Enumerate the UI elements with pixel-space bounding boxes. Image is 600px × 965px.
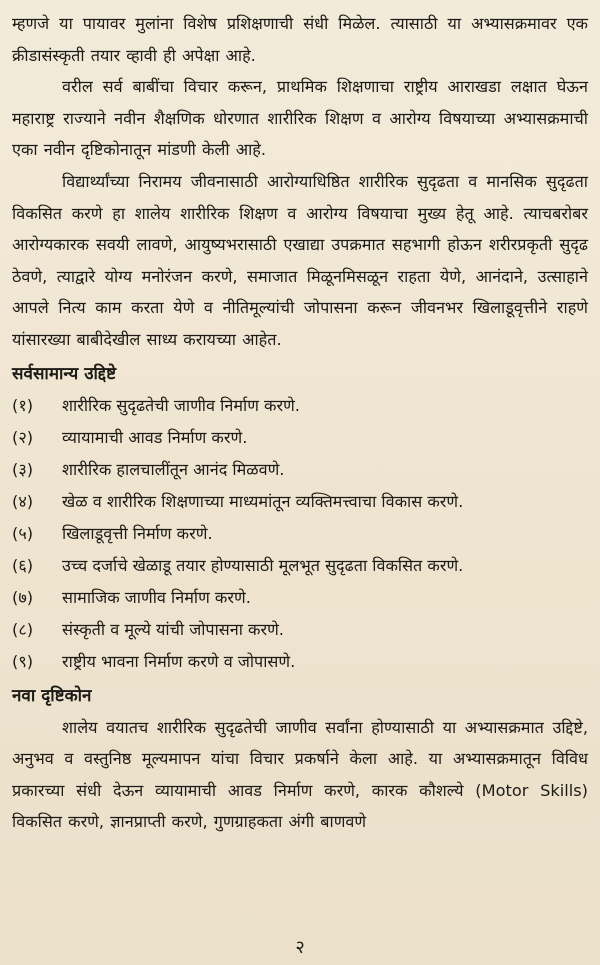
objectives-heading: सर्वसामान्य उद्दिष्टे <box>12 363 117 384</box>
page-number: २ <box>295 937 305 958</box>
list-item <box>12 582 588 614</box>
paragraph-purpose: विद्यार्थ्यांच्या निरामय जीवनासाठी आरोग्याधिष्ठित शारीरिक सुदृढता व मानसिक सुदृढता विकसित करणे हा शालेय शारीरिक शिक्षण व आरोग्य विषयाचा मुख्य हेतू आहे. त्याचबरोबर आरोग्यकारक सवयी लावणे, आयुष्यभरासाठी एखाद्या उपक्रमात सहभागी होऊन शरीरप्रकृती सुदृढ ठेवणे, त्याद्वारे योग्य मनोरंजन करणे, समाजात मिळूनमिसळून राहता येणे, आनंदाने, उत्साहाने आपले नित्य काम करता येणे व नीतिमूल्यांची जोपासना करून जीवनभर खिलाडूवृत्तीने राहणे यांसारख्या बाबीदेखील साध्य करायच्या आहेत. <box>12 171 588 349</box>
list-item <box>12 646 588 678</box>
list-item-text: सामाजिक जाणीव निर्माण करणे. <box>62 587 251 607</box>
list-item-number: (३) <box>12 459 34 479</box>
list-item-number: (६) <box>12 555 34 575</box>
paragraph-intro: म्हणजे या पायावर मुलांना विशेष प्रशिक्षणाची संधी मिळेल. त्यासाठी या अभ्यासक्रमावर एक क्रीडासंस्कृती तयार व्हावी ही अपेक्षा आहे. <box>12 14 588 65</box>
paragraph-policy: वरील सर्व बाबींचा विचार करून, प्राथमिक शिक्षणाचा राष्ट्रीय आराखडा लक्षात घेऊन महाराष्ट्र राज्याने नवीन शैक्षणिक धोरणात शारीरिक शिक्षण व आरोग्य विषयाच्या अभ्यासक्रमाची एका नवीन दृष्टिकोनातून मांडणी केली आहे. <box>12 77 588 160</box>
list-item-text: खेळ व शारीरिक शिक्षणाच्या माध्यमांतून व्यक्तिमत्त्वाचा विकास करणे. <box>62 491 464 511</box>
objectives-list <box>12 390 588 678</box>
list-item <box>12 550 588 582</box>
list-item-number: (२) <box>12 427 34 447</box>
list-item-text: व्यायामाची आवड निर्माण करणे. <box>62 427 248 447</box>
list-item-number: (५) <box>12 523 34 543</box>
paragraph-new-perspective: शालेय वयातच शारीरिक सुदृढतेची जाणीव सर्वांना होण्यासाठी या अभ्यासक्रमात उद्दिष्टे, अनुभव व वस्तुनिष्ठ मूल्यमापन यांचा विचार प्रकर्षाने केला आहे. या अभ्यासक्रमातून विविध प्रकारच्या संधी देऊन व्यायामाची आवड निर्माण करणे, कारक कौशल्ये (Motor Skills) विकसित करणे, ज्ञानप्राप्ती करणे, गुणग्राहकता अंगी बाणवणे <box>12 717 588 832</box>
list-item-number: (७) <box>12 587 34 607</box>
list-item <box>12 422 588 454</box>
list-item <box>12 486 588 518</box>
list-item-text: शारीरिक सुदृढतेची जाणीव निर्माण करणे. <box>62 395 300 415</box>
list-item-text: उच्च दर्जाचे खेळाडू तयार होण्यासाठी मूलभूत सुदृढता विकसित करणे. <box>62 555 464 575</box>
list-item-number: (४) <box>12 491 34 511</box>
list-item-text: शारीरिक हालचालींतून आनंद मिळवणे. <box>62 459 285 479</box>
list-item-text: खिलाडूवृत्ती निर्माण करणे. <box>62 523 213 543</box>
list-item <box>12 518 588 550</box>
list-item-number: (९) <box>12 651 34 671</box>
list-item <box>12 390 588 422</box>
list-item-text: राष्ट्रीय भावना निर्माण करणे व जोपासणे. <box>62 651 296 671</box>
list-item <box>12 454 588 486</box>
list-item-text: संस्कृती व मूल्ये यांची जोपासना करणे. <box>62 619 284 639</box>
new-perspective-heading: नवा दृष्टिकोन <box>12 685 92 706</box>
list-item-number: (१) <box>12 395 34 415</box>
list-item-number: (८) <box>12 619 34 639</box>
list-item <box>12 614 588 646</box>
